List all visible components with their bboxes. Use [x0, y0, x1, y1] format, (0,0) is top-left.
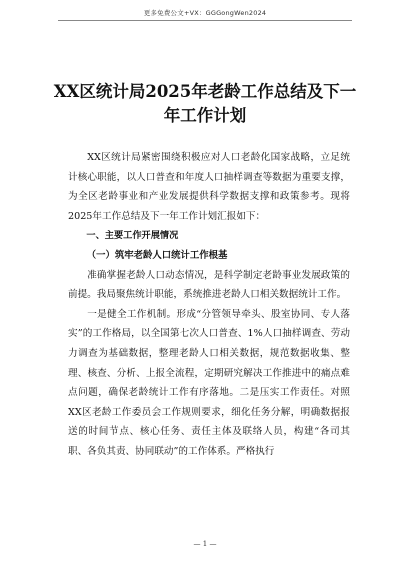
page-number: — 1 —: [193, 540, 217, 548]
document-title: XX区统计局2025年老龄工作总结及下一年工作计划: [53, 82, 357, 125]
intro-paragraph: XX区统计局紧密围绕积极应对人口老龄化国家战略，立足统计核心职能，以人口普查和年度人口抽样调查等数据为重要支撑，为全区老龄事业和产业发展提供科学数据支撑和政策参考。现将2025年工作总结及下一年工作计划汇报如下：: [68, 152, 350, 222]
header-divider: [58, 20, 352, 21]
body-paragraph-2: 一是健全工作机制。形成“分管领导牵头、股室协同、专人落实”的工作格局，以全国第七次人口普查、1%人口抽样调查、劳动力调查为基础数据，整理老龄人口相关数据，规范数据收集、整理、核查、分析、上报全流程，定期研究解决工作推进中的痛点难点问题，确保老龄统计工作有序落地。二是压实工作责任。对照XX区老龄工作委员会工作规则要求，细化任务分解，明确数据报送的时间节点、核心任务、责任主体及联络人员，构建“各司其职、各负其责、协同联动”的工作体系。严格执行: [68, 308, 350, 457]
subsection-heading: （一）筑牢老龄人口统计工作根基: [86, 249, 228, 261]
header-note: 更多免费公文+VX：GGGongWen2024: [143, 9, 267, 17]
document-body: [68, 148, 350, 462]
section-heading: 一、主要工作开展情况: [86, 230, 179, 242]
body-paragraph-1: 准确掌握老龄人口动态情况，是科学制定老龄事业发展政策的前提。我局聚焦统计职能，系统推进老龄人口相关数据统计工作。: [68, 269, 350, 301]
